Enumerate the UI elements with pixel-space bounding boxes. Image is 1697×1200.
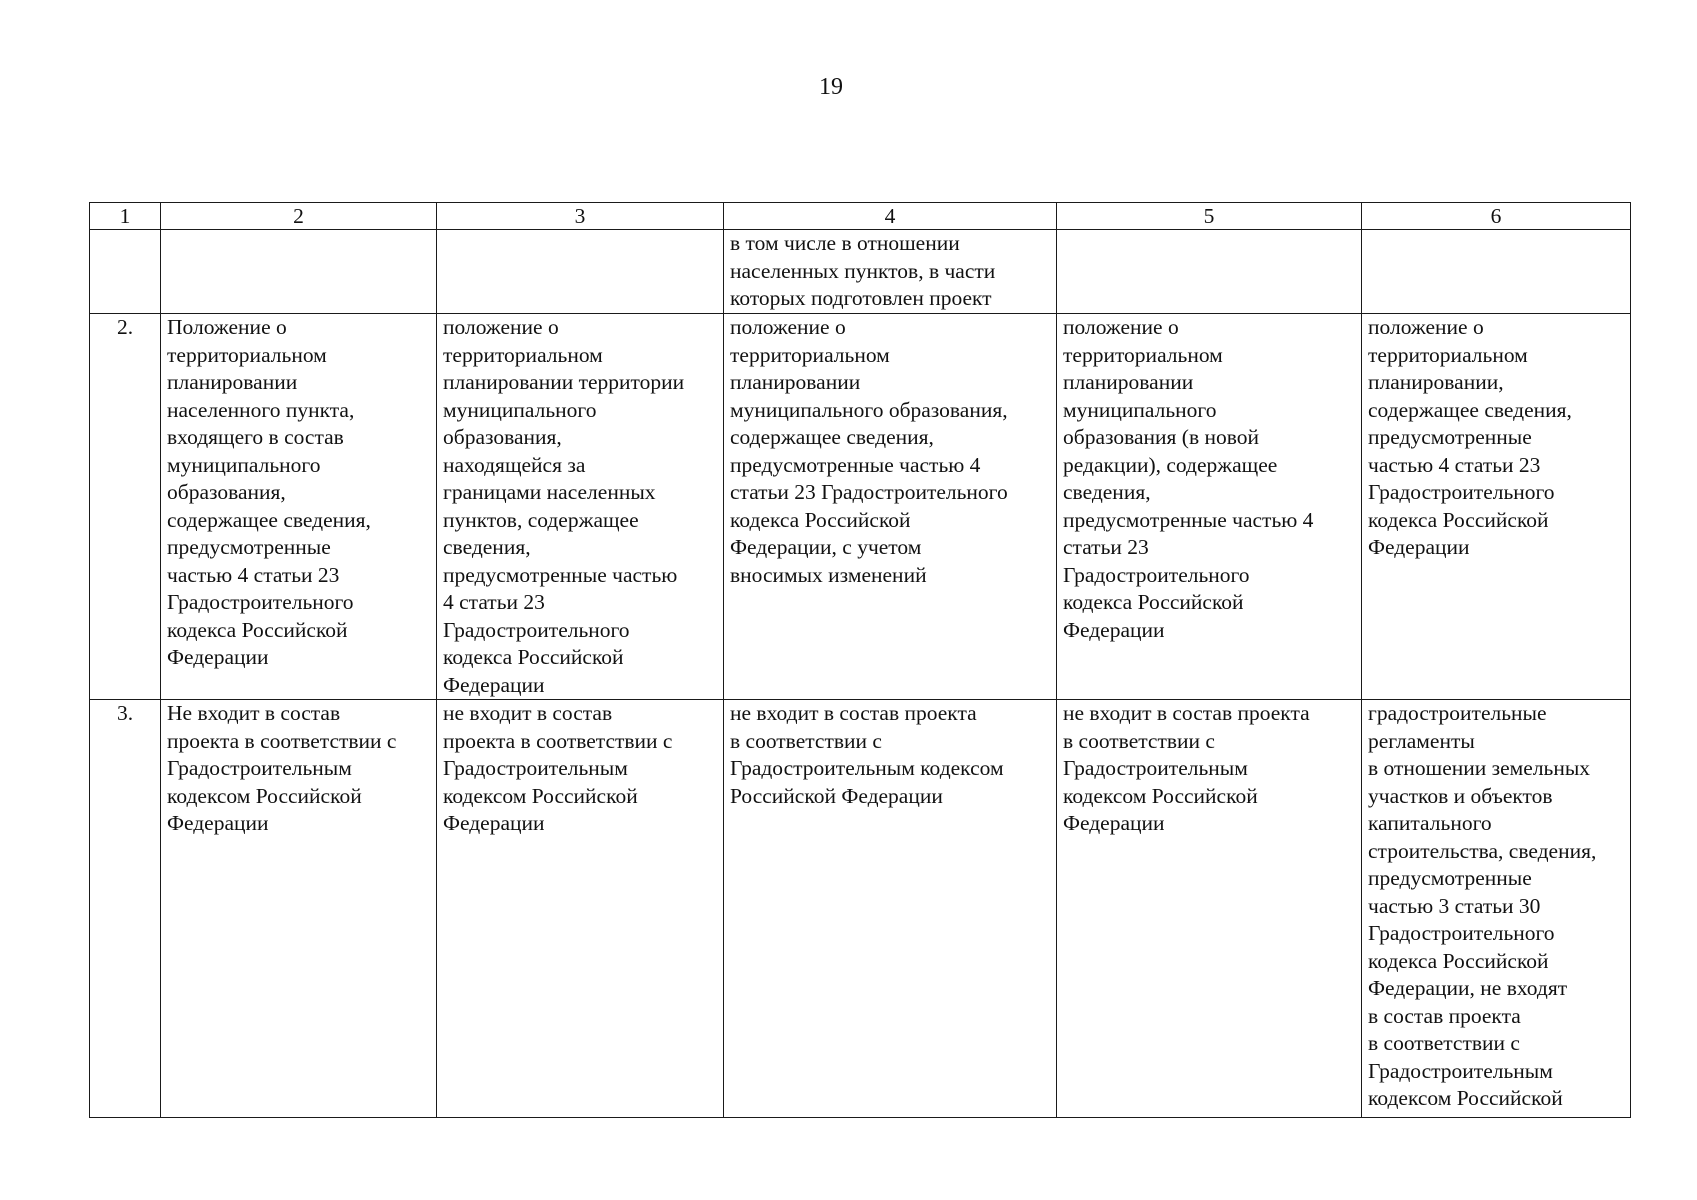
table-cell [161,314,437,700]
table-cell [1057,700,1362,1118]
cell-text: градостроительные регламенты в отношении земельных участков и объектов капитального строительства, сведения, предусмотренные частью 3 статьи 30 Градостроительного кодекса Российской Федерации, не входят в состав проекта в соответствии с Градостроительным кодексом Российской [1368,701,1597,1110]
column-header: 1 [90,203,161,230]
table-cell [437,700,724,1118]
column-header: 6 [1362,203,1631,230]
cell-text: не входит в состав проекта в соответствии с Градостроительным кодексом Российской Федерации [1063,701,1310,835]
table-cell [1057,314,1362,700]
column-header: 2 [161,203,437,230]
table-cell [1362,700,1631,1118]
cell-text: в том числе в отношении населенных пунктов, в части которых подготовлен проект [730,231,996,310]
table-header-row [90,203,1631,230]
cell-text: Не входит в состав проекта в соответствии с Градостроительным кодексом Российской Федерации [167,701,397,835]
cell-text: положение о территориальном планировании муниципального образования (в новой редакции), содержащее сведения, предусмотренные частью 4 статьи 23 Градостроительного кодекса Российской Федерации [1063,315,1314,642]
column-header: 5 [1057,203,1362,230]
table-cell [724,230,1057,314]
table-cell [1057,230,1362,314]
table-row [90,314,1631,700]
cell-text: не входит в состав проекта в соответствии с Градостроительным кодексом Российской Федерации [730,701,1004,808]
table-row [90,700,1631,1118]
cell-text: Положение о территориальном планировании населенного пункта, входящего в состав муниципального образования, содержащее сведения, предусмотренные частью 4 статьи 23 Градостроительного кодекса Российской Федерации [167,315,371,669]
row-number: 2. [90,314,161,700]
cell-text: положение о территориальном планировании территории муниципального образования, находящейся за границами населенных пунктов, содержащее сведения, предусмотренные частью 4 статьи 23 Градостроительного кодекса Российской Федерации [443,315,685,697]
table-cell [724,700,1057,1118]
table-cell [437,314,724,700]
document-table [89,202,1631,1118]
table-cell [161,230,437,314]
cell-text: положение о территориальном планировании муниципального образования, содержащее сведения, предусмотренные частью 4 статьи 23 Градостроительного кодекса Российской Федерации, с учетом вносимых изменений [730,315,1008,587]
cell-text: не входит в состав проекта в соответствии с Градостроительным кодексом Российской Федерации [443,701,673,835]
table-cell [1362,230,1631,314]
table-cell [437,230,724,314]
column-header: 3 [437,203,724,230]
table-cell [161,700,437,1118]
table-row [90,230,1631,314]
table-cell [724,314,1057,700]
row-number [90,230,161,314]
column-header: 4 [724,203,1057,230]
row-number: 3. [90,700,161,1118]
table-cell [1362,314,1631,700]
cell-text: положение о территориальном планировании, содержащее сведения, предусмотренные частью 4 статьи 23 Градостроительного кодекса Российской Федерации [1368,315,1572,559]
page-number: 19 [819,74,843,100]
